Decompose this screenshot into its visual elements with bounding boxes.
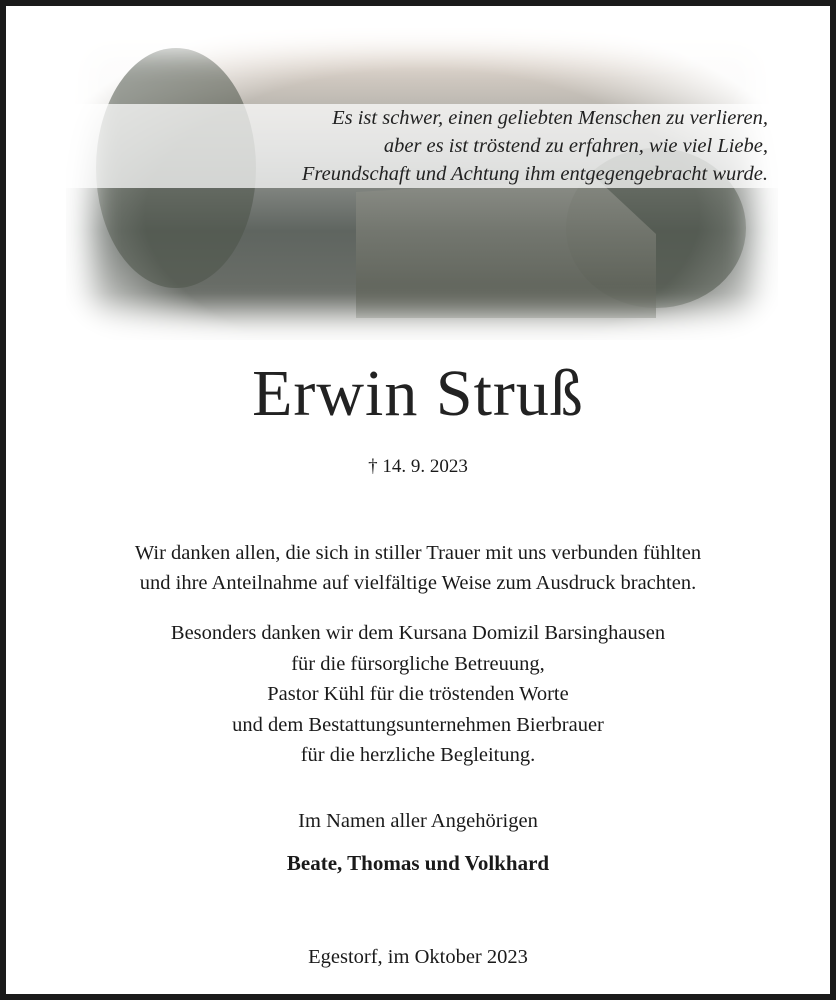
text-line: für die fürsorgliche Betreuung, bbox=[291, 652, 545, 675]
house-photo bbox=[66, 28, 778, 340]
text-line: und ihre Anteilnahme auf vielfältige Weise zum Ausdruck brachten. bbox=[139, 572, 697, 594]
deceased-name: Erwin Struß bbox=[252, 357, 584, 430]
thanks-paragraph bbox=[6, 538, 830, 598]
quote-line: Es ist schwer, einen geliebten Menschen zu verlieren, bbox=[332, 107, 768, 129]
signature-intro: Im Namen aller Angehörigen bbox=[298, 810, 538, 832]
text-line: und dem Bestattungsunternehmen Bierbrauer bbox=[232, 713, 604, 736]
death-date: † 14. 9. 2023 bbox=[368, 456, 468, 477]
quote bbox=[302, 104, 768, 188]
place-date: Egestorf, im Oktober 2023 bbox=[308, 946, 528, 968]
special-thanks-paragraph bbox=[6, 618, 830, 771]
text-line: Wir danken allen, die sich in stiller Trauer mit uns verbunden fühlten bbox=[134, 542, 702, 564]
text-line: Pastor Kühl für die tröstenden Worte bbox=[267, 683, 569, 705]
obituary-notice bbox=[6, 6, 830, 994]
text-line: für die herzliche Begleitung. bbox=[300, 744, 536, 766]
quote-line: aber es ist tröstend zu erfahren, wie viel Liebe, bbox=[383, 135, 768, 157]
quote-line: Freundschaft und Achtung ihm entgegengebracht wurde. bbox=[301, 163, 768, 185]
signatories: Beate, Thomas und Volkhard bbox=[286, 851, 550, 875]
text-line: Besonders danken wir dem Kursana Domizil Barsinghausen bbox=[170, 622, 666, 644]
